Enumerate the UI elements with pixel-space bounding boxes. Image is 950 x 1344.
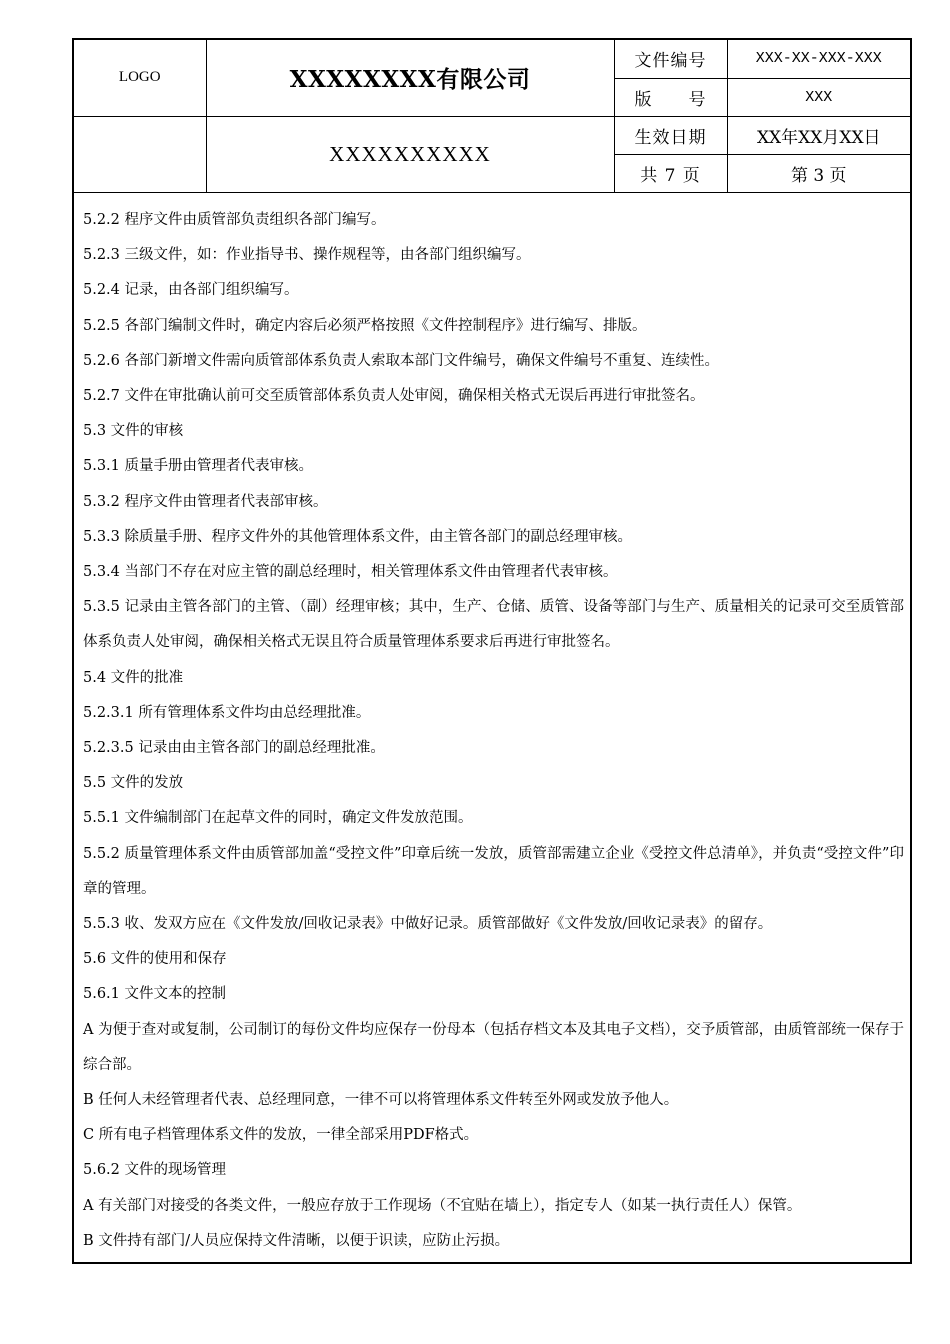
body-line: A 有关部门对接受的各类文件，一般应存放于工作现场（不宜贴在墙上），指定专人（如某一执行责任人）保管。 [83,1197,802,1214]
body-line: 5.6.1 文件文本的控制 [83,986,227,1003]
body-line: 5.2.2 程序文件由质管部负责组织各部门编写。 [83,212,386,228]
section-heading: 5.6 文件的使用和保存 [83,951,227,968]
body-line: 5.5.3 收、发双方应在《文件发放/回收记录表》中做好记录。质管部做好《文件发放/回收记录表》的留存。 [83,916,773,933]
current-page: 第 3 页 [727,154,910,192]
version-value: XXX [727,78,910,116]
body-line: 5.2.7 文件在审批确认前可交至质管部体系负责人处审阅，确保相关格式无误后再进行审批签名。 [83,388,705,405]
version-label: 版 号 [614,78,727,116]
section-heading: 5.4 文件的批准 [83,669,184,686]
body-line: 5.3.2 程序文件由管理者代表部审核。 [83,493,328,510]
body-line: 5.3.3 除质量手册、程序文件外的其他管理体系文件，由主管各部门的副总经理审核。 [83,528,633,545]
body-line: 5.2.4 记录，由各部门组织编写。 [83,282,299,299]
body-line: 5.2.5 各部门编制文件时，确定内容后必须严格按照《文件控制程序》进行编写、排版。 [83,317,647,334]
body-line: 5.2.6 各部门新增文件需向质管部体系负责人索取本部门文件编号，确保文件编号不重复、连续性。 [83,352,719,369]
document-title: XXXXXXXXXX [206,116,614,192]
document-body [74,192,910,1259]
header-table [74,40,910,193]
document-header [74,40,910,192]
body-line: B 文件持有部门/人员应保持文件清晰，以便于识读，应防止污损。 [83,1232,510,1249]
effective-date-value: XX年XX月XX日 [727,116,910,154]
body-paragraph: 5.5.2 质量管理体系文件由质管部加盖“受控文件”印章后统一发放，质管部需建立企业《受控文件总清单》，并负责“受控文件”印章的管理。 [83,845,904,897]
body-line: 5.5.1 文件编制部门在起草文件的同时，确定文件发放范围。 [83,810,473,827]
body-paragraph: A 为便于查对或复制，公司制订的每份文件均应保存一份母本（包括存档文本及其电子文档），交予质管部，由质管部统一保存于综合部。 [83,1021,904,1073]
doc-number-value: XXX-XX-XXX-XXX [727,40,910,78]
section-heading: 5.3 文件的审核 [83,423,184,440]
body-line: 5.3.4 当部门不存在对应主管的副总经理时，相关管理体系文件由管理者代表审核。 [83,564,618,581]
effective-date-label: 生效日期 [614,116,727,154]
body-paragraph: 5.3.5 记录由主管各部门的主管、（副）经理审核；其中，生产、仓储、质管、设备等部门与生产、质量相关的记录可交至质管部体系负责人处审阅，确保相关格式无误且符合质量管理体系要求后再进行审批签名。 [83,599,904,651]
total-pages: 共 7 页 [614,154,727,192]
body-line: 5.3.1 质量手册由管理者代表审核。 [83,458,314,475]
body-line: 5.6.2 文件的现场管理 [83,1162,227,1179]
section-heading: 5.5 文件的发放 [83,775,184,792]
body-line: 5.2.3.1 所有管理体系文件均由总经理批准。 [83,704,371,721]
body-line: 5.2.3.5 记录由由主管各部门的副总经理批准。 [83,740,385,757]
body-line: C 所有电子档管理体系文件的发放，一律全部采用PDF格式。 [83,1127,479,1144]
logo: LOGO [74,40,206,116]
company-name: XXXXXXXX有限公司 [206,40,614,116]
document-page [72,38,912,1264]
logo-cell-lower [74,116,206,192]
doc-number-label: 文件编号 [614,40,727,78]
body-line: 5.2.3 三级文件，如：作业指导书、操作规程等，由各部门组织编写。 [83,247,531,264]
body-line: B 任何人未经管理者代表、总经理同意，一律不可以将管理体系文件转至外网或发放予他人。 [83,1092,679,1109]
